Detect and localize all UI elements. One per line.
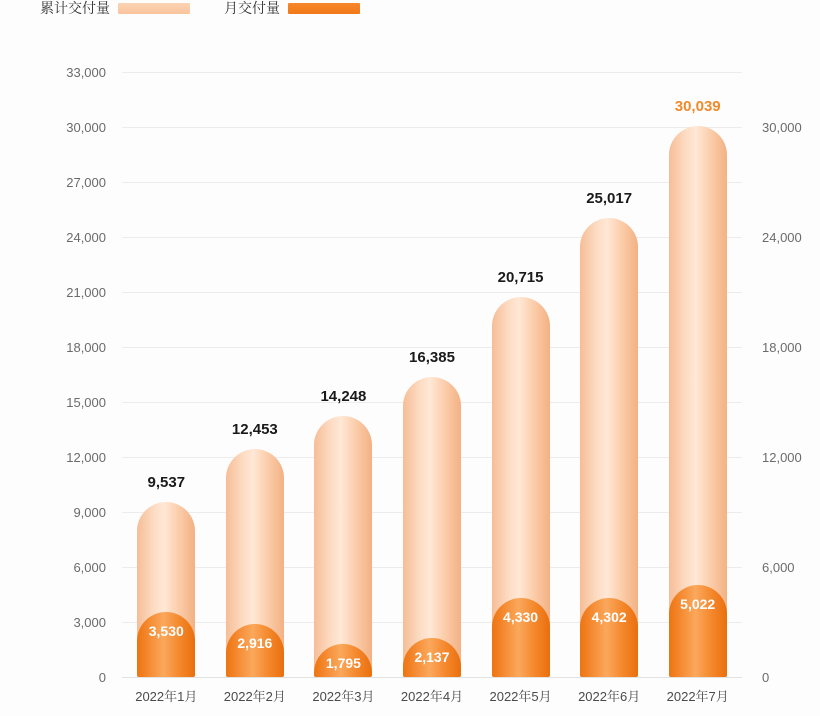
y-axis-left-tick-label: 21,000 [66, 285, 106, 300]
y-axis-right-tick-label: 12,000 [762, 450, 802, 465]
y-axis-left-tick-label: 3,000 [73, 615, 106, 630]
bar-label-monthly: 4,330 [503, 608, 539, 625]
cumulative-swatch-icon [118, 3, 190, 14]
bar-label-cumulative: 25,017 [586, 190, 633, 208]
x-axis-tick-label: 2022年6月 [578, 689, 641, 704]
y-axis-left-tick-label: 15,000 [66, 395, 106, 410]
y-axis-right-tick-label: 18,000 [762, 340, 802, 355]
y-axis-right-tick-label: 6,000 [762, 560, 795, 575]
y-axis-right-tick-label: 30,000 [762, 120, 802, 135]
bar-label-cumulative: 16,385 [409, 348, 455, 366]
gridline [122, 237, 742, 238]
y-axis-left-tick-label: 27,000 [66, 175, 106, 190]
gridline [122, 127, 742, 128]
y-axis-left-tick-label: 33,000 [66, 65, 106, 80]
legend-label-cumulative: 累计交付量 [40, 0, 110, 16]
bar-label-cumulative: 30,039 [674, 98, 721, 116]
x-axis-tick-label: 2022年3月 [312, 689, 375, 704]
bar-cumulative[interactable] [403, 377, 461, 677]
x-axis-tick-label: 2022年2月 [223, 689, 286, 704]
bar-label-cumulative: 20,715 [497, 269, 544, 287]
bar-label-monthly: 2,916 [237, 634, 273, 651]
plot-area [66, 65, 802, 704]
y-axis-left-tick-label: 6,000 [73, 560, 106, 575]
legend-item-monthly [224, 0, 360, 16]
x-axis-tick-label: 2022年5月 [489, 689, 552, 704]
bar-label-monthly: 4,302 [591, 609, 627, 626]
chart-legend [40, 0, 360, 16]
y-axis-left-tick-label: 9,000 [73, 505, 106, 520]
y-axis-left-tick-label: 24,000 [66, 230, 106, 245]
y-axis-left-tick-label: 30,000 [66, 120, 106, 135]
gridline [122, 347, 742, 348]
legend-label-monthly: 月交付量 [224, 0, 280, 16]
gridline [122, 677, 742, 678]
bar-label-cumulative: 12,453 [231, 420, 278, 438]
bar-label-cumulative: 14,248 [320, 387, 367, 405]
x-axis-tick-label: 2022年7月 [666, 689, 729, 704]
bar-monthly[interactable] [137, 612, 195, 677]
gridline [122, 292, 742, 293]
y-axis-left-tick-label: 12,000 [66, 450, 106, 465]
legend-item-cumulative [40, 0, 190, 16]
y-axis-right-tick-label: 24,000 [762, 230, 802, 245]
y-axis-right-tick-label: 0 [762, 670, 770, 685]
monthly-swatch-icon [288, 3, 360, 14]
x-axis-tick-label: 2022年4月 [400, 689, 464, 704]
bar-label-monthly: 2,137 [414, 648, 450, 665]
bar-cumulative[interactable] [314, 416, 372, 677]
gridline [122, 182, 742, 183]
x-axis-tick-label: 2022年1月 [135, 689, 198, 704]
bar-label-monthly: 1,795 [325, 655, 361, 672]
gridline [122, 72, 742, 73]
y-axis-left-tick-label: 0 [98, 670, 106, 685]
bar-label-monthly: 5,022 [680, 595, 716, 612]
y-axis-left-tick-label: 18,000 [66, 340, 106, 355]
bar-label-cumulative: 9,537 [147, 474, 186, 492]
bar-label-monthly: 3,530 [148, 623, 184, 640]
